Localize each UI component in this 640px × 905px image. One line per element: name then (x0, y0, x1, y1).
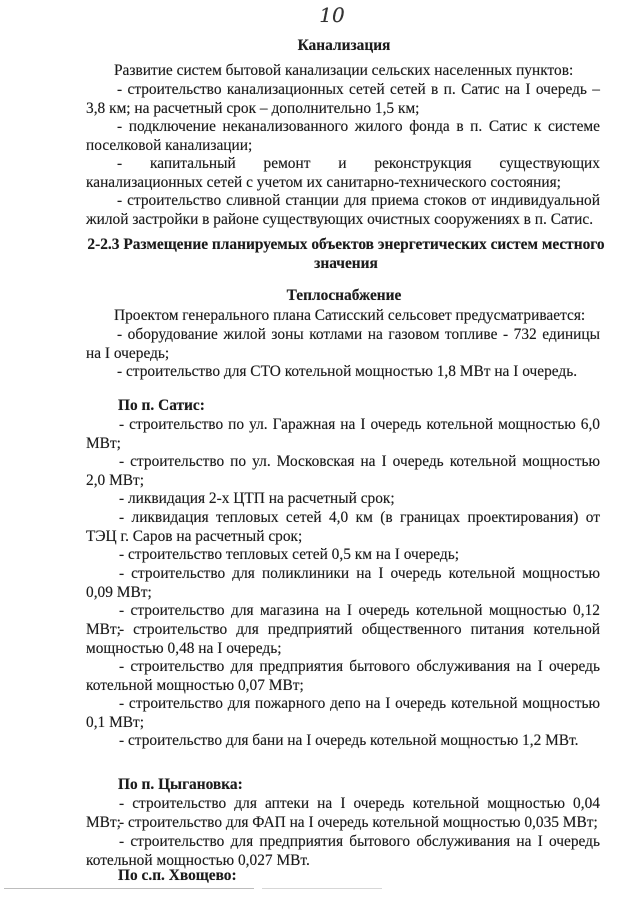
satis-item: - строительство для бани на I очередь котельной мощностью 1,2 МВт. (119, 732, 579, 749)
satis-item: - строительство для поликлиники на I очередь котельной мощностью 0,09 МВт; (86, 565, 600, 601)
satis-item: - строительство тепловых сетей 0,5 км на I очередь; (119, 546, 460, 563)
page-number: 10 (319, 3, 345, 27)
satis-item: - строительство для магазина на I очередь котельной мощностью 0,12 МВт; (86, 602, 600, 638)
kanal-item: - строительство сливной станции для приема стоков от индивидуальной жилой застройки в районе существующих очистных сооружениях в п. Сатис. (86, 192, 600, 228)
satis-item: - строительство по ул. Гаражная на I очередь котельной мощностью 6,0 МВт; (86, 416, 600, 452)
satis-item: - ликвидация тепловых сетей 4,0 км (в границах проектирования) от ТЭЦ г. Саров на расчетный срок; (86, 509, 600, 545)
scan-edge-line (262, 888, 382, 889)
teplo-intro: Проектом генерального плана Сатисский сельсовет предусматривается: (114, 307, 586, 324)
satis-item: - строительство для предприятия бытового обслуживания на I очередь котельной мощностью 0,07 МВт; (86, 658, 600, 694)
heading-satis: По п. Сатис: (118, 397, 205, 414)
teplo-item: - оборудование жилой зоны котлами на газовом топливе - 732 единицы на I очередь; (86, 326, 600, 362)
heading-teplosnabzhenie: Теплоснабжение (286, 287, 402, 304)
satis-item: - строительство по ул. Московская на I очередь котельной мощностью 2,0 МВт; (86, 453, 600, 489)
satis-item: - строительство для предприятий общественного питания котельной мощностью 0,48 на I очередь; (86, 621, 600, 657)
tsyg-item: - строительство для аптеки на I очередь котельной мощностью 0,04 МВт; (86, 795, 600, 831)
heading-tsyganovka: По п. Цыгановка: (118, 776, 243, 793)
kanal-intro: Развитие систем бытовой канализации сельских населенных пунктов: (114, 62, 574, 79)
heading-kanalizatsiya: Канализация (297, 37, 391, 54)
satis-item: - строительство для пожарного депо на I очередь котельной мощностью 0,1 МВт; (86, 695, 600, 731)
kanal-item: - капитальный ремонт и реконструкция существующих канализационных сетей с учетом их санитарно-технического состояния; (86, 155, 600, 191)
section-heading-energy: 2-2.3 Размещение планируемых объектов энергетических систем местного значения (87, 236, 605, 272)
kanal-item: - подключение неканализованного жилого фонда в п. Сатис к системе поселковой канализации; (86, 118, 600, 154)
teplo-item: - строительство для СТО котельной мощностью 1,8 МВт на I очередь. (117, 363, 578, 380)
kanal-item: - строительство канализационных сетей сетей в п. Сатис на I очередь – 3,8 км; на расчетный срок – дополнительно 1,5 км; (86, 81, 600, 117)
scan-edge-line (4, 888, 254, 889)
tsyg-item: - строительство для ФАП на I очередь котельной мощностью 0,035 МВт; (119, 814, 598, 831)
tsyg-item: - строительство для предприятия бытового обслуживания на I очередь котельной мощностью 0,027 МВт. (86, 833, 600, 869)
satis-item: - ликвидация 2-х ЦТП на расчетный срок; (119, 490, 395, 507)
heading-hvoschevo: По с.п. Хвощево: (118, 867, 237, 884)
